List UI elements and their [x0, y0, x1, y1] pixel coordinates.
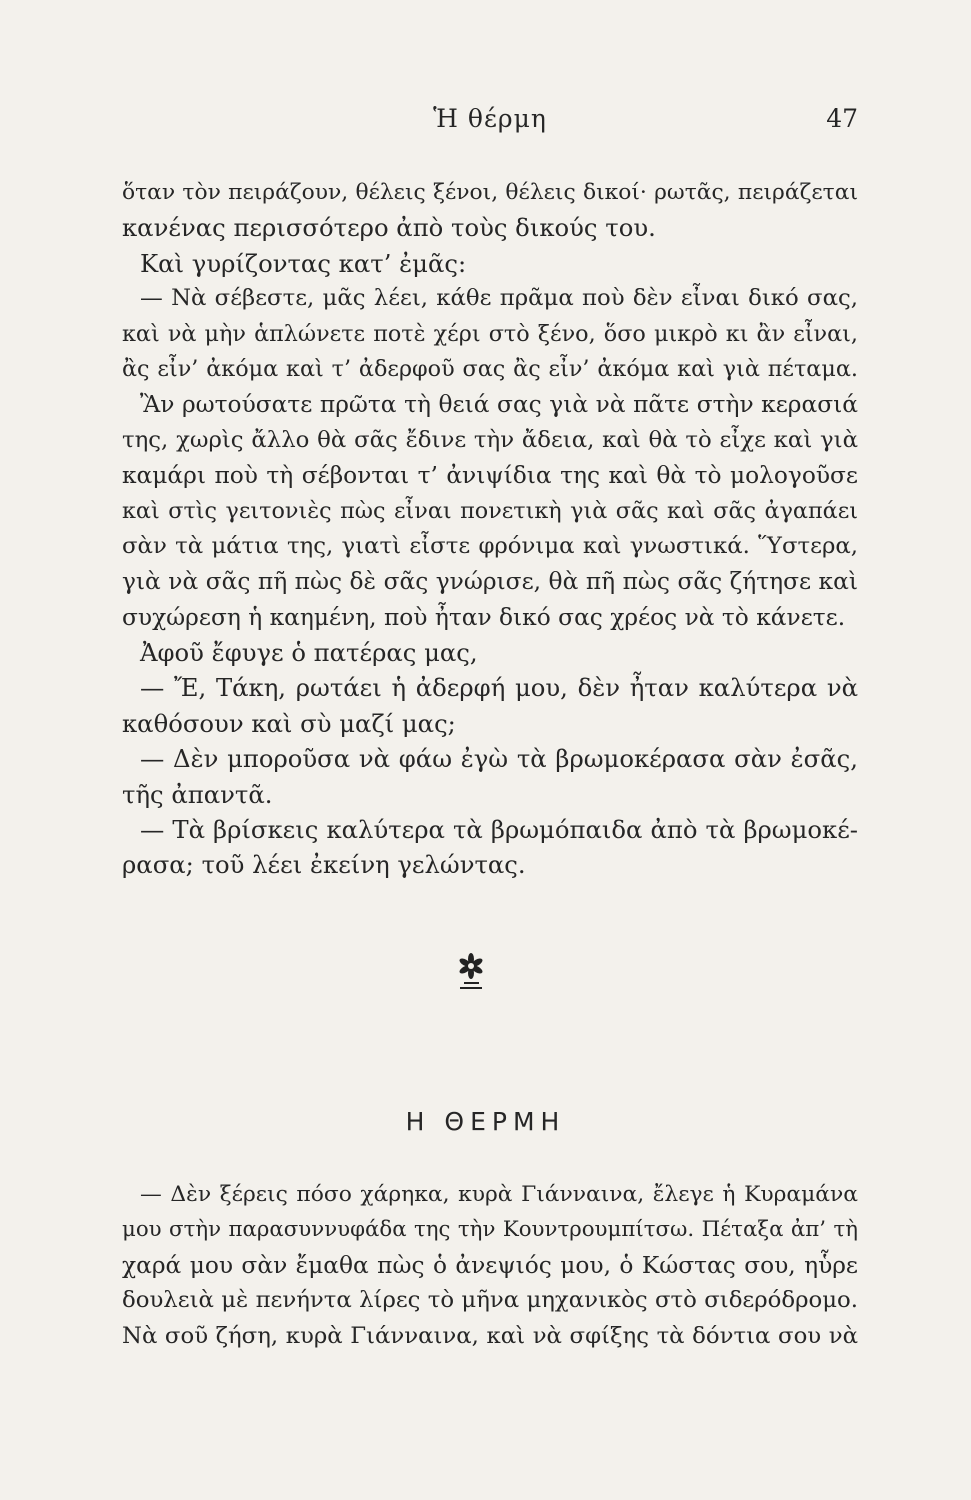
text-line: — Δὲν ξέρεις πόσο χάρηκα, κυρὰ Γιάνναινα, ἔλεγε ἡ Κυραμάνα [140, 1182, 858, 1207]
text-line: κανένας περισσότερο ἀπὸ τοὺς δικούς του. [122, 213, 656, 243]
text-line: Καὶ γυρίζοντας κατ’ ἐμᾶς: [140, 248, 467, 278]
text-line: — Δὲν μποροῦσα νὰ φάω ἐγὼ τὰ βρωμοκέρασα σὰν ἐσᾶς, [140, 744, 858, 774]
text-line: Ἂν ρωτούσατε πρῶτα τὴ θειά σας γιὰ νὰ πᾶτε στὴν κερασιά [140, 391, 858, 419]
page-number: 47 [826, 104, 858, 133]
text-line: Νὰ σοῦ ζήση, κυρὰ Γιάνναινα, καὶ νὰ σφίξης τὰ δόντια σου νὰ [122, 1322, 858, 1349]
text-line: συχώρεση ἡ καημένη, ποὺ ἦταν δικό σας χρέος νὰ τὸ κάνετε. [122, 603, 846, 631]
page-header [122, 104, 858, 148]
text-line: καμάρι ποὺ τὴ σέβονται τ’ ἀνιψίδια της καὶ θὰ τὸ μολογοῦσε [122, 462, 858, 490]
text-line: ὅταν τὸν πειράζουν, θέλεις ξένοι, θέλεις δικοί· ρωτᾶς, πειράζεται [122, 180, 858, 205]
text-line: της, χωρὶς ἄλλο θὰ σᾶς ἔδινε τὴν ἄδεια, καὶ θὰ τὸ εἶχε καὶ γιὰ [122, 426, 858, 453]
flower-ornament-icon [455, 953, 487, 993]
text-line: χαρά μου σὰν ἔμαθα πὼς ὁ ἀνεψιός μου, ὁ Κώστας σου, ηὗρε [122, 1251, 858, 1279]
text-line: σὰν τὰ μάτια της, γιατὶ εἶστε φρόνιμα καὶ γνωστικά. Ὕστερα, [122, 532, 858, 559]
text-line: — Τὰ βρίσκεις καλύτερα τὰ βρωμόπαιδα ἀπὸ τὰ βρωμοκέ- [140, 815, 858, 845]
section-title: Η ΘΕΡΜΗ [405, 1107, 566, 1136]
text-line: Ἀφοῦ ἔφυγε ὁ πατέρας μας, [140, 638, 478, 668]
text-line: καὶ νὰ μὴν ἁπλώνετε ποτὲ χέρι στὸ ξένο, ὅσο μικρὸ κι ἂν εἶναι, [122, 320, 858, 347]
running-title: Ἡ θέρμη [433, 104, 547, 133]
text-line: δουλειὰ μὲ πενήντα λίρες τὸ μῆνα μηχανικὸς στὸ σιδερόδρομο. [122, 1287, 858, 1314]
text-line: καὶ στὶς γειτονιὲς πὼς εἶναι πονετικὴ γιὰ σᾶς καὶ σᾶς ἀγαπάει [122, 497, 858, 524]
text-line: μου στὴν παρασυννυφάδα της τὴν Κουντρουμπίτσω. Πέταξα ἀπ’ τὴ [122, 1217, 858, 1243]
text-line: — Νὰ σέβεστε, μᾶς λέει, κάθε πρᾶμα ποὺ δὲν εἶναι δικό σας, [140, 285, 858, 312]
text-block-1 [122, 175, 858, 883]
text-line: καθόσουν καὶ σὺ μαζί μας; [122, 708, 456, 738]
text-line: — Ἔ, Τάκη, ρωτάει ἡ ἀδερφή μου, δὲν ἦταν καλύτερα νὰ [140, 673, 858, 703]
text-line: ρασα; τοῦ λέει ἐκείνη γελώντας. [122, 850, 526, 880]
text-line: ἂς εἶν’ ἀκόμα καὶ τ’ ἀδερφοῦ σας ἂς εἶν’ ἀκόμα καὶ γιὰ πέταμα. [122, 355, 858, 382]
text-line: τῆς ἀπαντᾶ. [122, 779, 273, 809]
text-line: γιὰ νὰ σᾶς πῆ πὼς δὲ σᾶς γνώρισε, θὰ πῆ πὼς σᾶς ζήτησε καὶ [122, 568, 858, 596]
text-block-2 [122, 1177, 858, 1354]
